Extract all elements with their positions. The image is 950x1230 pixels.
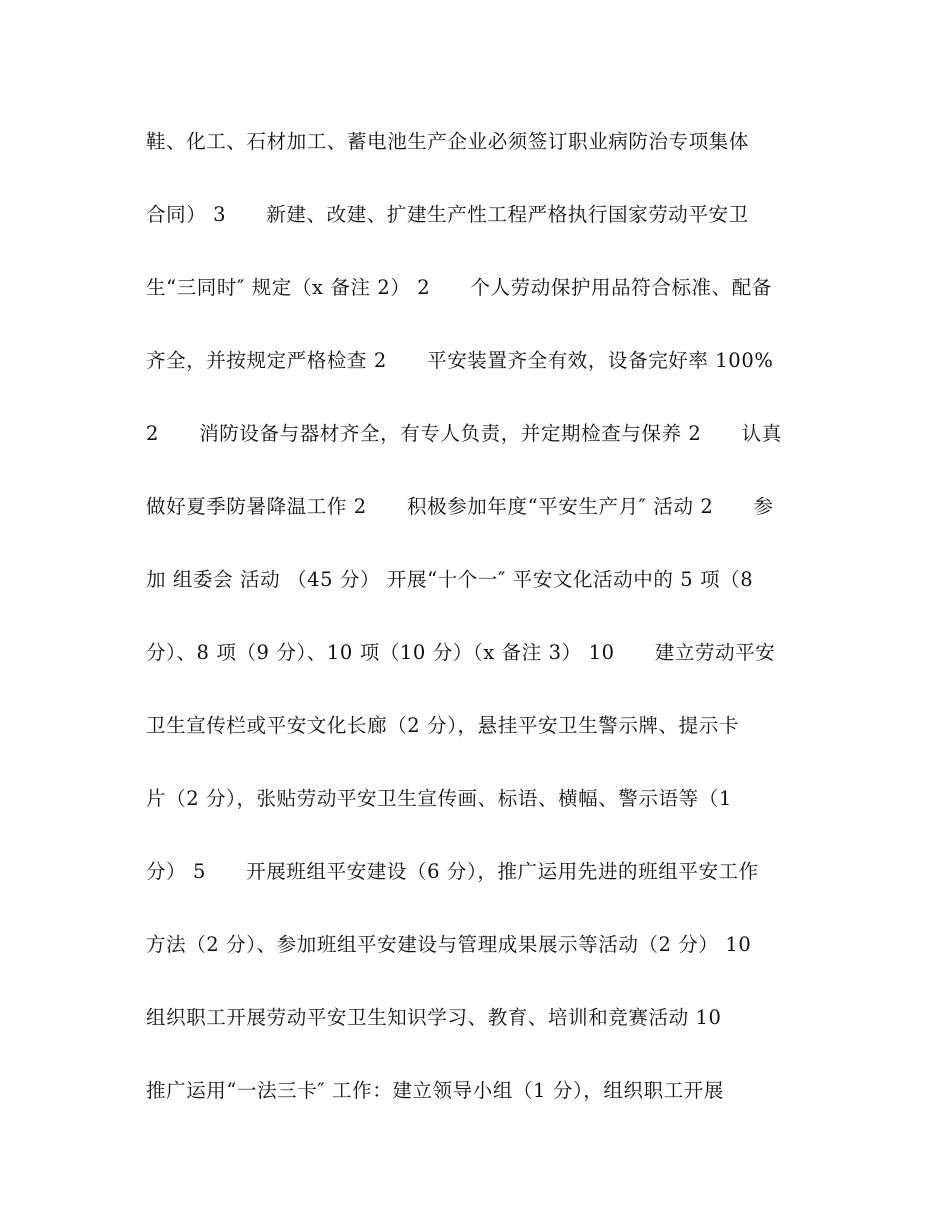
text-line: 分） 5 开展班组平安建设（6 分），推广运用先进的班组平安工作	[146, 860, 759, 883]
text-line: 合同） 3 新建、改建、扩建生产性工程严格执行国家劳动平安卫	[146, 203, 749, 226]
text-line: 分）、8 项（9 分）、10 项（10 分）（x 备注 3） 10 建立劳动平安	[146, 641, 776, 664]
text-line: 方法（2 分）、参加班组平安建设与管理成果展示等活动（2 分） 10	[146, 933, 752, 956]
text-line: 组织职工开展劳动平安卫生知识学习、教育、培训和竞赛活动 10	[146, 1006, 722, 1029]
text-line: 卫生宣传栏或平安文化长廊（2 分），悬挂平安卫生警示牌、提示卡	[146, 714, 739, 737]
text-line: 2 消防设备与器材齐全，有专人负责，并定期检查与保养 2 认真	[146, 422, 782, 445]
text-line: 推广运用“一法三卡″ 工作：建立领导小组（1 分），组织职工开展	[146, 1079, 725, 1102]
text-line: 鞋、化工、石材加工、蓄电池生产企业必须签订职业病防治专项集体	[146, 130, 750, 153]
text-line: 生“三同时″ 规定（x 备注 2） 2 个人劳动保护用品符合标准、配备	[146, 276, 772, 299]
text-line: 齐全，并按规定严格检查 2 平安装置齐全有效，设备完好率 100%	[146, 349, 774, 372]
text-line: 做好夏季防暑降温工作 2 积极参加年度“平安生产月″ 活动 2 参	[146, 495, 774, 518]
text-line: 片（2 分），张贴劳动平安卫生宣传画、标语、横幅、警示语等（1	[146, 787, 732, 810]
text-line: 加 组委会 活动 （45 分） 开展“十个一″ 平安文化活动中的 5 项（8	[146, 568, 754, 591]
